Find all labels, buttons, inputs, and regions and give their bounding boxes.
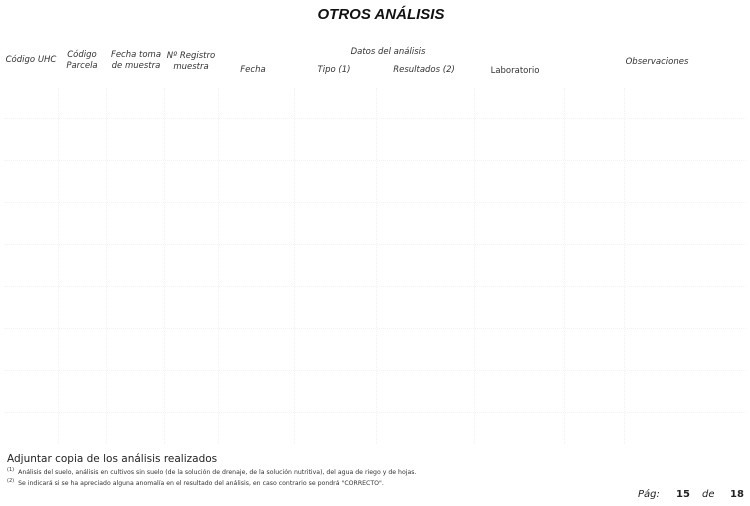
header-tipo: Tipo (1) xyxy=(317,65,351,75)
page-title: OTROS ANÁLISIS xyxy=(317,6,445,23)
grid-vline xyxy=(474,88,475,444)
grid-hline xyxy=(4,328,746,329)
grid-hline xyxy=(4,244,746,245)
header-codigo-parcela-line2: Parcela xyxy=(66,61,98,71)
grid-vline xyxy=(106,88,107,444)
grid-vline xyxy=(164,88,165,444)
header-codigo-parcela xyxy=(58,50,106,72)
footnote-2 xyxy=(7,478,384,487)
grid-hline xyxy=(4,370,746,371)
grid-vline xyxy=(564,88,565,444)
grid-hline xyxy=(4,412,746,413)
pagination-current: 15 xyxy=(676,489,690,500)
header-datos-analisis: Datos del análisis xyxy=(350,47,426,57)
header-fecha: Fecha xyxy=(240,65,266,75)
header-registro-line2: muestra xyxy=(173,62,209,72)
grid-vline xyxy=(376,88,377,444)
pagination-total: 18 xyxy=(730,489,744,500)
analysis-table-grid xyxy=(4,88,746,444)
grid-hline xyxy=(4,286,746,287)
header-registro-line1: Nº Registro xyxy=(166,51,216,61)
grid-vline xyxy=(218,88,219,444)
grid-hline xyxy=(4,202,746,203)
footnote-2-marker: (2) xyxy=(7,478,15,484)
pagination-label: Pág: xyxy=(638,489,660,500)
footnote-1 xyxy=(7,467,416,476)
header-codigo-parcela-line1: Código xyxy=(67,50,97,60)
grid-vline xyxy=(294,88,295,444)
footer-attach-note: Adjuntar copia de los análisis realizados xyxy=(7,453,218,465)
footnote-1-text: Análisis del suelo, análisis en cultivos sin suelo (de la solución de drenaje, de la solución nutritiva), del agua de riego y de hojas. xyxy=(18,469,417,476)
grid-vline xyxy=(624,88,625,444)
header-resultados: Resultados (2) xyxy=(393,65,455,75)
header-fecha-toma-line2: de muestra xyxy=(111,61,161,71)
grid-vline xyxy=(58,88,59,444)
pagination-separator: de xyxy=(702,489,715,500)
grid-hline xyxy=(4,118,746,119)
header-registro xyxy=(164,51,218,73)
header-observaciones: Observaciones xyxy=(625,57,689,67)
header-laboratorio: Laboratorio xyxy=(490,66,540,76)
footnote-2-text: Se indicará si se ha apreciado alguna anomalía en el resultado del análisis, en caso contrario se pondrá "CORRECTO". xyxy=(18,480,384,487)
footnote-1-marker: (1) xyxy=(7,467,15,473)
grid-hline xyxy=(4,160,746,161)
header-fecha-toma xyxy=(106,50,166,72)
header-fecha-toma-line1: Fecha toma xyxy=(110,50,162,60)
header-codigo-uhc: Código UHC xyxy=(5,55,57,65)
